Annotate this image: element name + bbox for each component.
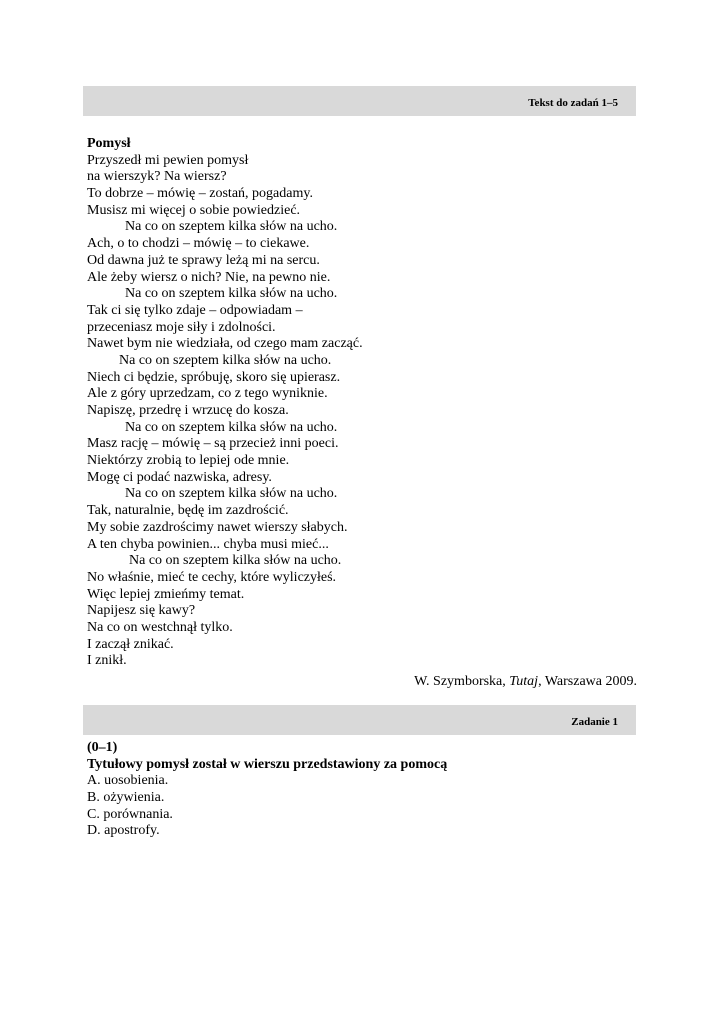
- poem-line: I znikł.: [87, 653, 127, 669]
- poem-line: Ale żeby wiersz o nich? Nie, na pewno nie.: [87, 269, 331, 285]
- poem-line: Musisz mi więcej o sobie powiedzieć.: [87, 202, 301, 218]
- task-options: [87, 773, 647, 840]
- section-header-text: [83, 86, 636, 116]
- task-header-label: Zadanie 1: [571, 716, 618, 728]
- poem-lines: [87, 153, 647, 670]
- poem-line: przeceniasz moje siły i zdolności.: [87, 319, 276, 335]
- poem-line: Nawet bym nie wiedziała, od czego mam zacząć.: [87, 336, 363, 352]
- reference-author: W. Szymborska,: [414, 674, 510, 689]
- poem-refrain-line: Na co on szeptem kilka słów na ucho.: [125, 486, 338, 502]
- answer-option: B. ożywienia.: [87, 790, 165, 806]
- answer-option: A. uosobienia.: [87, 773, 169, 789]
- poem-line: No właśnie, mieć te cechy, które wyliczyłeś.: [87, 569, 337, 585]
- poem-line: A ten chyba powinien... chyba musi mieć...: [87, 536, 329, 552]
- task-header: [83, 705, 636, 735]
- poem-line: Na co on westchnął tylko.: [87, 619, 233, 635]
- poem-line: na wierszyk? Na wiersz?: [87, 169, 227, 185]
- poem-line: I zaczął znikać.: [87, 636, 174, 652]
- poem-refrain-line: Na co on szeptem kilka słów na ucho.: [125, 286, 338, 302]
- section-header-label: Tekst do zadań 1–5: [528, 97, 618, 109]
- poem-line: Masz rację – mówię – są przecież inni poeci.: [87, 436, 339, 452]
- poem-line: Niech ci będzie, spróbuję, skoro się upierasz.: [87, 369, 341, 385]
- poem-line: Niektórzy zrobią to lepiej ode mnie.: [87, 453, 290, 469]
- task-points: (0–1): [87, 740, 118, 755]
- poem-line: Więc lepiej zmieńmy temat.: [87, 586, 245, 602]
- reference-rest: , Warszawa 2009.: [538, 674, 637, 689]
- poem-line: Od dawna już te sprawy leżą mi na sercu.: [87, 252, 320, 268]
- poem: [87, 136, 647, 670]
- poem-line: To dobrze – mówię – zostań, pogadamy.: [87, 186, 313, 202]
- poem-line: Mogę ci podać nazwiska, adresy.: [87, 469, 272, 485]
- poem-refrain-line: Na co on szeptem kilka słów na ucho.: [119, 352, 332, 368]
- poem-line: Tak ci się tylko zdaje – odpowiadam –: [87, 302, 303, 318]
- task-question: Tytułowy pomysł został w wierszu przedstawiony za pomocą: [87, 756, 448, 772]
- poem-refrain-line: Na co on szeptem kilka słów na ucho.: [125, 219, 338, 235]
- poem-line: Ach, o to chodzi – mówię – to ciekawe.: [87, 236, 310, 252]
- poem-line: Przyszedł mi pewien pomysł: [87, 152, 249, 168]
- source-reference: [414, 674, 637, 691]
- poem-line: Tak, naturalnie, będę im zazdrościć.: [87, 503, 289, 519]
- poem-line: Ale z góry uprzedzam, co z tego wyniknie.: [87, 386, 328, 402]
- poem-refrain-line: Na co on szeptem kilka słów na ucho.: [129, 553, 342, 569]
- reference-work: Tutaj: [509, 674, 539, 689]
- poem-line: Napijesz się kawy?: [87, 603, 196, 619]
- poem-refrain-line: Na co on szeptem kilka słów na ucho.: [125, 419, 338, 435]
- answer-option: D. apostrofy.: [87, 823, 160, 839]
- poem-line: Napiszę, przedrę i wrzucę do kosza.: [87, 403, 289, 418]
- answer-option: C. porównania.: [87, 806, 173, 822]
- poem-title: Pomysł: [87, 136, 131, 151]
- poem-line: My sobie zazdrościmy nawet wierszy słabych.: [87, 519, 348, 535]
- task-1: [87, 740, 647, 840]
